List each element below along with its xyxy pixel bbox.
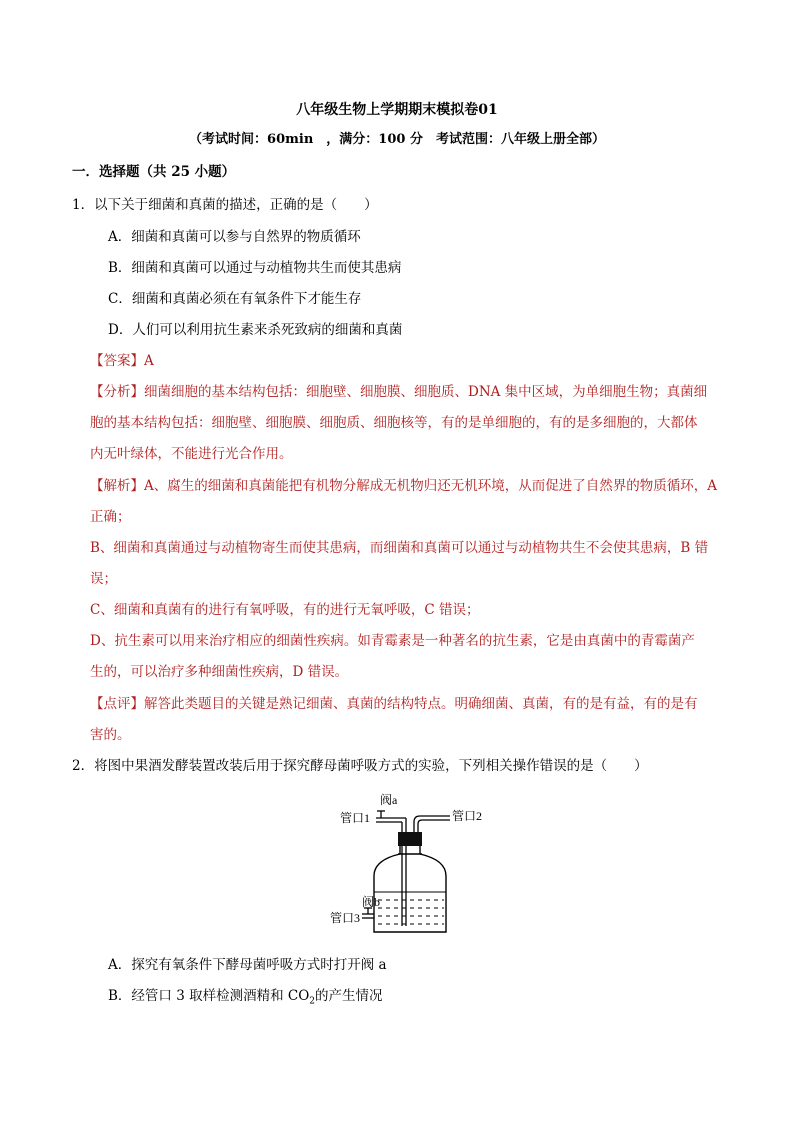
port-1-label: 管口1: [340, 811, 371, 825]
liquid-fill: [378, 900, 444, 924]
paper-subtitle: （考试时间：60min ，满分：100 分 考试范围：八年级上册全部）: [189, 132, 605, 147]
analysis-text: 细菌细胞的基本结构包括：细胞壁、细胞膜、细胞质、DNA 集中区域，为单细胞生物；真菌细: [144, 384, 708, 400]
q1-option-c: C．细菌和真菌必须在有氧条件下才能生存: [108, 291, 362, 307]
q1-option-b: B．细菌和真菌可以通过与动植物共生而使其患病: [108, 260, 402, 276]
port-2-label: 管口2: [452, 809, 483, 823]
q1-comment-line-2: 害的。: [90, 727, 131, 743]
question-1-stem: 1．以下关于细菌和真菌的描述，正确的是（ ）: [72, 197, 378, 213]
section-heading: 一．选择题（共 25 小题）: [72, 164, 236, 180]
q1-explain-line-2: 正确；: [90, 509, 131, 525]
q1-analysis-line-2: 胞的基本结构包括：细胞壁、细胞膜、细胞质、细胞核等，有的是单细胞的，有的是多细胞的，大都体: [90, 415, 698, 431]
q2-option-b: [108, 986, 383, 1012]
q2-option-a: A．探究有氧条件下酵母菌呼吸方式时打开阀 a: [108, 957, 387, 973]
port-3-label: 管口3: [330, 911, 361, 925]
q1-explain-line-7: 生的，可以治疗多种细菌性疾病，D 错误。: [90, 664, 349, 680]
q2-option-b-text: B．经管口 3 取样检测酒精和 CO: [108, 988, 310, 1004]
comment-tag: 【点评】: [90, 696, 144, 712]
bottom-sampling-tube: [362, 908, 374, 918]
q1-explain-line-5: C、细菌和真菌有的进行有氧呼吸，有的进行无氧呼吸，C 错误；: [90, 602, 480, 618]
bottle-body: [374, 846, 446, 932]
explain-tag: 【解析】: [90, 478, 144, 494]
paper-title: 八年级生物上学期期末模拟卷01: [296, 102, 498, 118]
q1-explain-line-1: [90, 476, 717, 496]
answer-tag: 【答案】: [90, 353, 144, 369]
q1-answer: [90, 351, 154, 371]
analysis-tag: 【分析】: [90, 384, 144, 400]
q1-comment-line-1: [90, 694, 698, 714]
explain-text: A、腐生的细菌和真菌能把有机物分解成无机物归还无机环境，从而促进了自然界的物质循环，A: [144, 478, 717, 494]
co2-subscript: 2: [309, 996, 316, 1007]
fermentation-bottle-diagram: [328, 790, 498, 940]
comment-text: 解答此类题目的关键是熟记细菌、真菌的结构特点。明确细菌、真菌，有的是有益，有的是有: [144, 696, 698, 712]
valve-a-label: 阀a: [380, 793, 398, 807]
q1-option-d: D．人们可以利用抗生素来杀死致病的细菌和真菌: [108, 322, 403, 338]
answer-value: A: [144, 353, 154, 369]
valve-b-label: 阀b: [362, 895, 381, 909]
q2-option-b-tail: 的产生情况: [315, 988, 383, 1004]
inner-long-tube: [402, 846, 406, 926]
question-2-stem: 2．将图中果酒发酵装置改装后用于探究酵母菌呼吸方式的实验，下列相关操作错误的是（ ）: [72, 758, 648, 774]
fermentation-apparatus-figure: [328, 790, 498, 944]
q1-option-a: A．细菌和真菌可以参与自然界的物质循环: [108, 229, 361, 245]
q1-analysis-line-3: 内无叶绿体，不能进行光合作用。: [90, 446, 293, 462]
q1-explain-line-4: 误；: [90, 571, 117, 587]
q1-analysis-line-1: [90, 382, 707, 402]
q1-explain-line-3: B、细菌和真菌通过与动植物寄生而使其患病，而细菌和真菌可以通过与动植物共生不会使其患病，B 错: [90, 540, 709, 556]
q1-explain-line-6: D、抗生素可以用来治疗相应的细菌性疾病。如青霉素是一种著名的抗生素，它是由真菌中的青霉菌产: [90, 633, 695, 649]
rubber-stopper: [398, 832, 422, 846]
